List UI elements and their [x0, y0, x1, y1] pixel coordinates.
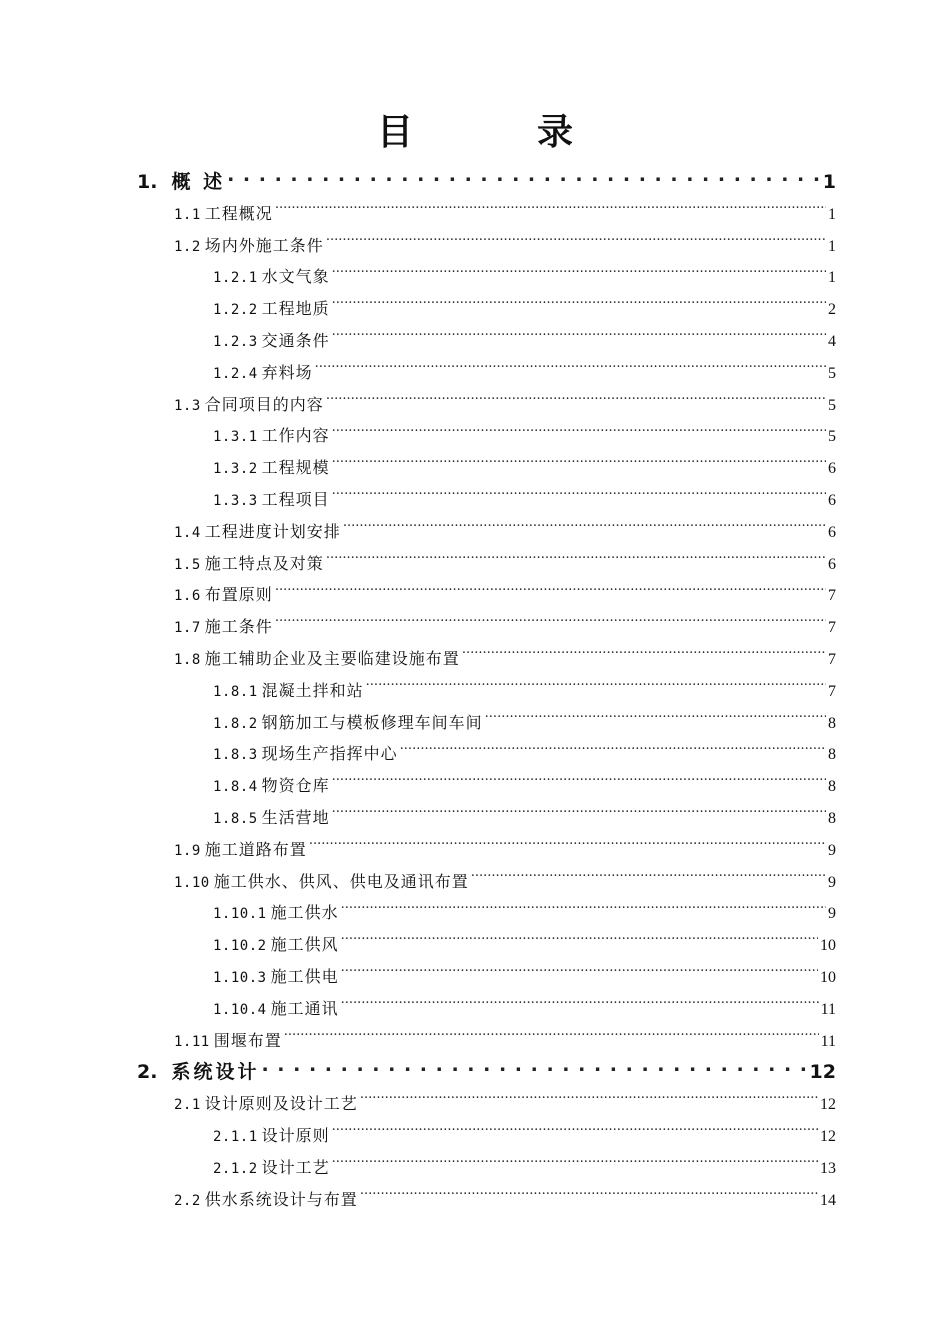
toc-entry-label: 合同项目的内容	[204, 394, 324, 414]
toc-entry[interactable]	[0, 643, 950, 675]
toc-entry[interactable]	[0, 548, 950, 580]
toc-entry-page-number: 1	[822, 171, 836, 193]
toc-entry-label: 混凝土拌和站	[261, 680, 364, 700]
toc-entry-page-number: 5	[828, 396, 836, 414]
toc-entry-page-number: 7	[828, 587, 836, 605]
toc-entry-label: 弃料场	[261, 362, 313, 382]
toc-entry-number: 1.2.4	[213, 365, 258, 382]
toc-entry-label: 生活营地	[261, 807, 330, 827]
toc-entry-label: 水文气象	[261, 267, 330, 287]
dot-leader	[485, 712, 826, 728]
toc-entry-label: 施工辅助企业及主要临建设施布置	[204, 648, 460, 668]
toc-entry[interactable]	[0, 357, 950, 389]
toc-entry-page-number: 12	[809, 1061, 836, 1084]
toc-entry-number: 1.2.1	[213, 270, 258, 287]
toc-entry[interactable]	[0, 420, 950, 452]
toc-entry-number: 1.11	[174, 1033, 210, 1050]
dot-leader	[471, 871, 826, 887]
toc-entry-page-number: 7	[828, 682, 836, 700]
toc-entry-number: 1.10.1	[213, 906, 267, 923]
toc-entry[interactable]	[0, 579, 950, 611]
toc-entry-label: 供水系统设计与布置	[204, 1189, 358, 1209]
toc-entry-number: 1.8	[174, 651, 201, 668]
toc-entry-page-number: 1	[828, 205, 836, 223]
toc-entry[interactable]	[0, 611, 950, 643]
dot-leader	[275, 203, 826, 219]
toc-entry-page-number: 11	[820, 1000, 836, 1018]
toc-entry[interactable]	[0, 993, 950, 1025]
toc-entry[interactable]	[0, 866, 950, 898]
toc-entry[interactable]	[0, 675, 950, 707]
toc-entry-number: 1.2.2	[213, 302, 258, 319]
dot-leader	[332, 425, 826, 441]
dot-leader	[326, 235, 826, 251]
dot-leader	[341, 966, 818, 982]
toc-entry[interactable]	[0, 484, 950, 516]
toc-entry-page-number: 14	[820, 1191, 836, 1209]
toc-entry-number: 1.10.4	[213, 1001, 267, 1018]
toc-entry[interactable]	[0, 230, 950, 262]
dot-leader	[275, 584, 826, 600]
dot-leader	[284, 1030, 819, 1046]
toc-entry-label: 现场生产指挥中心	[261, 744, 398, 764]
toc-entry-page-number: 12	[820, 1096, 836, 1114]
toc-entry-label: 围堰布置	[213, 1030, 282, 1050]
toc-entry[interactable]	[0, 961, 950, 993]
toc-entry-number: 1.	[137, 171, 158, 193]
toc-entry[interactable]	[0, 1056, 950, 1088]
dot-leader	[332, 489, 826, 505]
toc-entry-label: 施工通讯	[270, 998, 339, 1018]
toc-entry-number: 1.1	[174, 206, 201, 223]
dot-leader	[261, 1059, 807, 1078]
toc-entry-number: 2.1.1	[213, 1128, 258, 1145]
toc-entry-page-number: 2	[828, 301, 836, 319]
toc-entry[interactable]	[0, 325, 950, 357]
toc-entry-label: 设计工艺	[261, 1157, 330, 1177]
toc-entry-number: 1.8.4	[213, 779, 258, 796]
toc-entry[interactable]	[0, 452, 950, 484]
toc-entry-number: 2.1.2	[213, 1160, 258, 1177]
toc-entry[interactable]	[0, 1088, 950, 1120]
toc-entry-label: 工程项目	[261, 489, 330, 509]
toc-entry-page-number: 9	[828, 873, 836, 891]
toc-entry[interactable]	[0, 389, 950, 421]
toc-entry-label: 场内外施工条件	[204, 235, 324, 255]
dot-leader	[315, 362, 826, 378]
toc-entry-label: 概 述	[171, 171, 226, 193]
toc-entry[interactable]	[0, 897, 950, 929]
toc-entry-label: 物资仓库	[261, 776, 330, 796]
toc-entry-number: 1.3	[174, 397, 201, 414]
toc-entry-page-number: 9	[828, 841, 836, 859]
toc-entry-page-number: 7	[828, 619, 836, 637]
dot-leader	[227, 169, 821, 188]
toc-entry-number: 1.8.2	[213, 715, 258, 732]
dot-leader	[326, 394, 826, 410]
toc-entry-number: 1.10	[174, 874, 210, 891]
dot-leader	[360, 1093, 818, 1109]
toc-entry[interactable]	[0, 802, 950, 834]
toc-entry[interactable]	[0, 738, 950, 770]
toc-entry[interactable]	[0, 1025, 950, 1057]
toc-entry[interactable]	[0, 1152, 950, 1184]
toc-entry-number: 1.5	[174, 556, 201, 573]
toc-entry-page-number: 10	[820, 937, 836, 955]
toc-entry-label: 系统设计	[171, 1061, 260, 1084]
toc-entry-label: 施工供水	[270, 903, 339, 923]
dot-leader	[360, 1189, 818, 1205]
toc-entry[interactable]	[0, 166, 950, 198]
toc-entry-label: 钢筋加工与模板修理车间车间	[261, 712, 483, 732]
toc-entry-page-number: 6	[828, 523, 836, 541]
dot-leader	[332, 1157, 818, 1173]
toc-entry-number: 1.7	[174, 620, 201, 637]
dot-leader	[275, 616, 826, 632]
toc-entry-page-number: 7	[828, 650, 836, 668]
dot-leader	[326, 553, 826, 569]
toc-entry[interactable]	[0, 293, 950, 325]
dot-leader	[332, 330, 826, 346]
dot-leader	[341, 998, 819, 1014]
toc-entry-number: 1.3.2	[213, 461, 258, 478]
toc-entry[interactable]	[0, 1120, 950, 1152]
dot-leader	[343, 521, 826, 537]
table-of-contents	[0, 166, 950, 1215]
toc-entry-label: 施工道路布置	[204, 839, 307, 859]
toc-entry[interactable]	[0, 707, 950, 739]
toc-entry-label: 施工条件	[204, 617, 273, 637]
toc-entry[interactable]	[0, 1184, 950, 1216]
toc-entry-number: 1.2.3	[213, 333, 258, 350]
toc-entry-label: 工程规模	[261, 458, 330, 478]
toc-entry-page-number: 1	[828, 237, 836, 255]
dot-leader	[332, 775, 826, 791]
toc-entry-page-number: 12	[820, 1127, 836, 1145]
toc-entry-number: 1.8.5	[213, 810, 258, 827]
toc-entry[interactable]	[0, 516, 950, 548]
dot-leader	[366, 680, 826, 696]
toc-entry[interactable]	[0, 834, 950, 866]
toc-entry-number: 1.9	[174, 842, 201, 859]
toc-entry[interactable]	[0, 929, 950, 961]
toc-entry-number: 1.2	[174, 238, 201, 255]
dot-leader	[332, 1125, 818, 1141]
toc-entry-page-number: 1	[828, 269, 836, 287]
dot-leader	[332, 457, 826, 473]
toc-entry-page-number: 6	[828, 555, 836, 573]
dot-leader	[332, 266, 826, 282]
toc-entry-label: 施工供风	[270, 935, 339, 955]
toc-entry-label: 工程地质	[261, 299, 330, 319]
toc-entry-page-number: 9	[828, 905, 836, 923]
dot-leader	[309, 839, 826, 855]
toc-entry[interactable]	[0, 770, 950, 802]
toc-entry-page-number: 6	[828, 491, 836, 509]
toc-entry-label: 工程概况	[204, 203, 273, 223]
toc-entry-number: 1.8.1	[213, 683, 258, 700]
toc-entry-number: 2.	[137, 1061, 158, 1084]
toc-entry-page-number: 10	[820, 968, 836, 986]
toc-entry-page-number: 4	[828, 332, 836, 350]
toc-entry-page-number: 5	[828, 364, 836, 382]
toc-entry[interactable]	[0, 198, 950, 230]
toc-entry-page-number: 6	[828, 460, 836, 478]
toc-entry-label: 施工特点及对策	[204, 553, 324, 573]
toc-entry-label: 设计原则及设计工艺	[204, 1094, 358, 1114]
toc-entry-label: 工程进度计划安排	[204, 521, 341, 541]
toc-entry-page-number: 13	[820, 1159, 836, 1177]
toc-entry-page-number: 11	[820, 1032, 836, 1050]
dot-leader	[462, 648, 826, 664]
toc-entry-number: 1.3.1	[213, 429, 258, 446]
dot-leader	[400, 743, 826, 759]
toc-entry-number: 1.3.3	[213, 492, 258, 509]
toc-entry-label: 布置原则	[204, 585, 273, 605]
toc-entry-label: 设计原则	[261, 1125, 330, 1145]
toc-entry-number: 1.10.2	[213, 938, 267, 955]
toc-entry-label: 交通条件	[261, 330, 330, 350]
toc-entry-number: 2.2	[174, 1192, 201, 1209]
toc-entry-page-number: 8	[828, 778, 836, 796]
dot-leader	[332, 298, 826, 314]
toc-entry-label: 工作内容	[261, 426, 330, 446]
toc-entry-page-number: 8	[828, 746, 836, 764]
toc-entry[interactable]	[0, 261, 950, 293]
page-title: 目 录	[376, 112, 617, 153]
toc-entry-number: 1.10.3	[213, 969, 267, 986]
toc-entry-number: 1.4	[174, 524, 201, 541]
toc-entry-number: 1.8.3	[213, 747, 258, 764]
toc-entry-page-number: 8	[828, 809, 836, 827]
toc-entry-page-number: 8	[828, 714, 836, 732]
dot-leader	[341, 934, 818, 950]
toc-entry-label: 施工供水、供风、供电及通讯布置	[213, 871, 469, 891]
dot-leader	[341, 902, 826, 918]
toc-entry-label: 施工供电	[270, 966, 339, 986]
toc-entry-number: 1.6	[174, 588, 201, 605]
toc-entry-number: 2.1	[174, 1097, 201, 1114]
toc-entry-page-number: 5	[828, 428, 836, 446]
dot-leader	[332, 807, 826, 823]
